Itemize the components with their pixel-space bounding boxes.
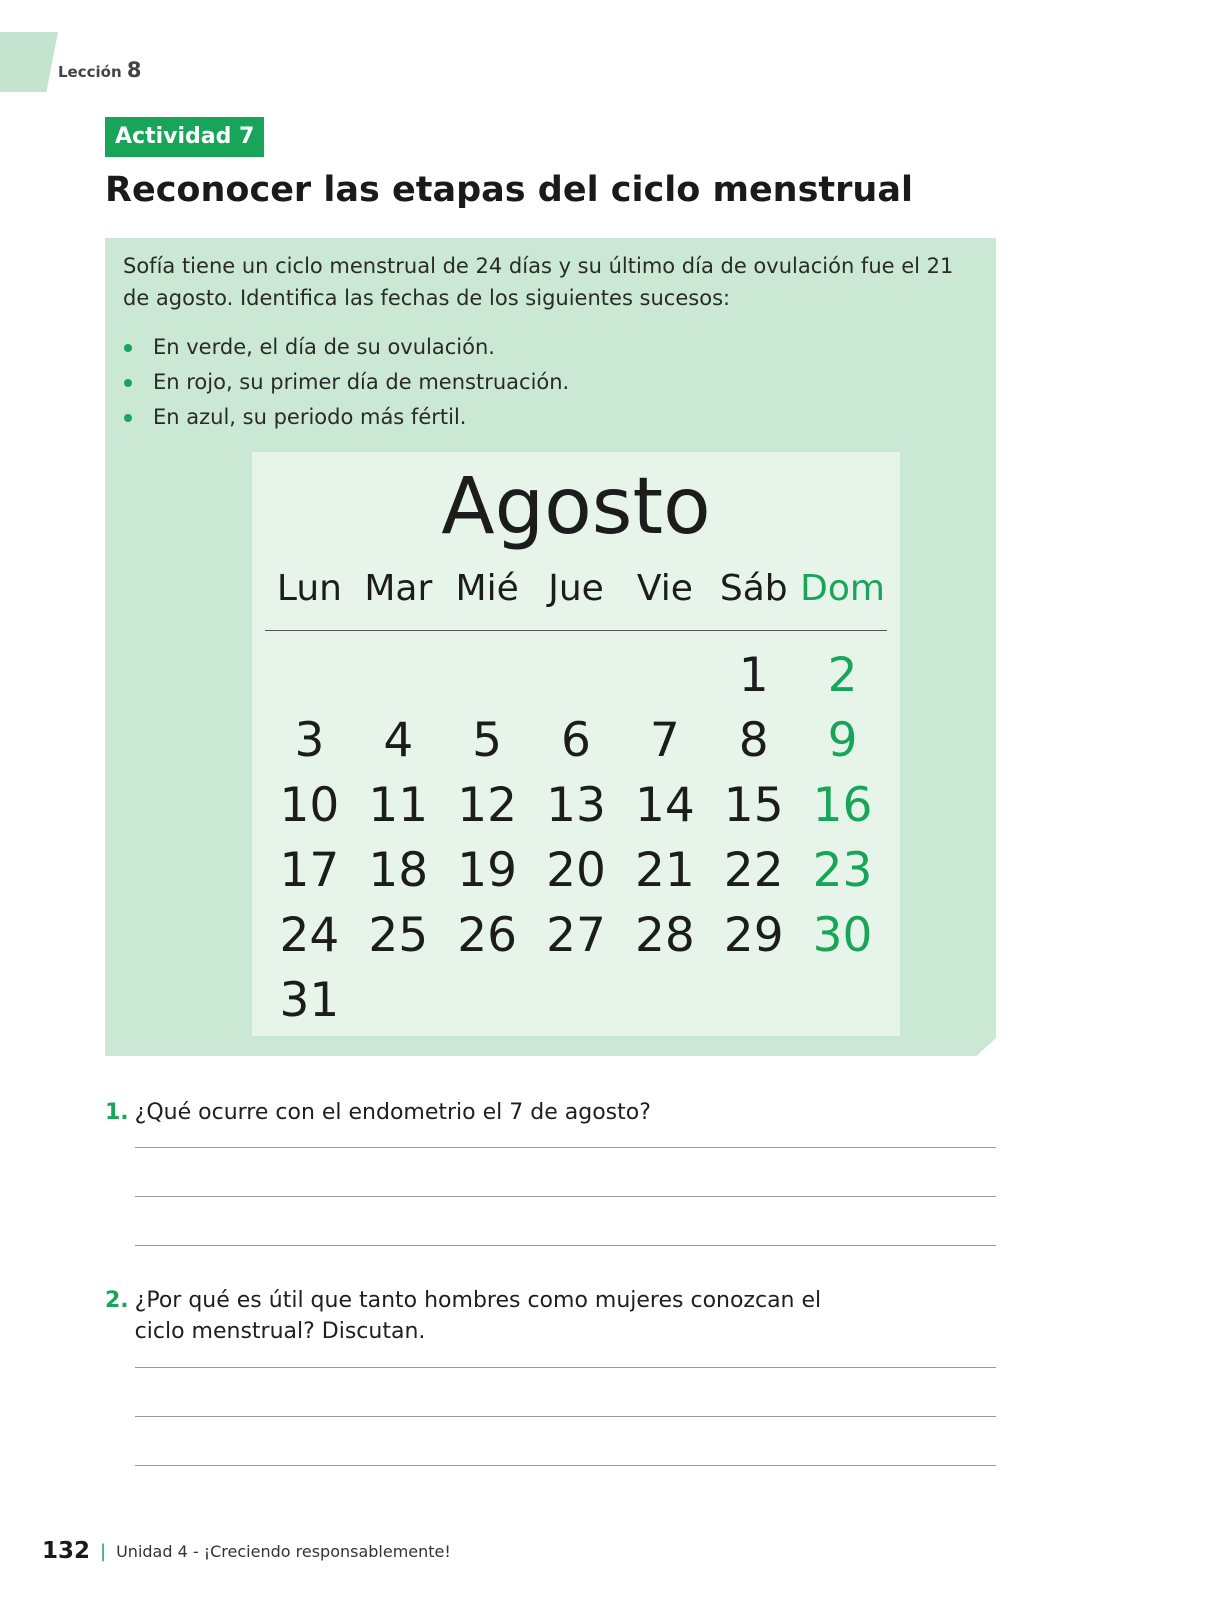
lesson-label: Lección 8 (58, 58, 142, 82)
calendar-day[interactable]: 9 (827, 713, 858, 768)
calendar-day[interactable]: 4 (383, 713, 414, 768)
lesson-tab-shape (0, 32, 58, 92)
calendar-day[interactable]: 31 (279, 973, 340, 1028)
calendar-empty-cell (443, 643, 532, 708)
calendar-month: Agosto (441, 462, 711, 552)
question-2 (105, 1285, 855, 1347)
bullet-icon (124, 379, 132, 387)
calendar-day[interactable]: 19 (457, 843, 518, 898)
calendar-day[interactable]: 24 (279, 908, 340, 963)
answer-line[interactable] (135, 1465, 996, 1466)
weekday-label: Dom (800, 568, 885, 609)
calendar-empty-cell (443, 968, 532, 1033)
weekday-label: Mar (364, 568, 433, 609)
calendar-weekdays (265, 568, 887, 609)
answer-line[interactable] (135, 1245, 996, 1246)
question-number: 2. (105, 1288, 129, 1313)
calendar-day[interactable]: 17 (279, 843, 340, 898)
instruction-list (122, 330, 569, 435)
answer-line[interactable] (135, 1416, 996, 1417)
calendar-day[interactable]: 25 (368, 908, 429, 963)
calendar-day[interactable]: 30 (812, 908, 873, 963)
calendar-day[interactable]: 13 (546, 778, 606, 833)
calendar-empty-cell (709, 968, 798, 1033)
calendar-empty-cell (354, 968, 443, 1033)
bullet-icon (124, 344, 132, 352)
calendar-day[interactable]: 5 (472, 713, 503, 768)
activity-badge: Actividad 7 (105, 117, 264, 157)
calendar-day[interactable]: 12 (457, 778, 518, 833)
calendar-day[interactable]: 15 (723, 778, 784, 833)
calendar-day[interactable]: 2 (827, 648, 858, 703)
calendar-day[interactable]: 26 (457, 908, 518, 963)
page-title: Reconocer las etapas del ciclo menstrual (105, 170, 913, 210)
calendar-day[interactable]: 23 (812, 843, 873, 898)
calendar-day[interactable]: 22 (723, 843, 784, 898)
calendar-day[interactable]: 11 (368, 778, 429, 833)
weekday-label: Jue (548, 568, 604, 609)
calendar-empty-cell (620, 968, 709, 1033)
calendar-day[interactable]: 29 (723, 908, 784, 963)
answer-line[interactable] (135, 1367, 996, 1368)
calendar-day[interactable]: 20 (546, 843, 606, 898)
weekday-label: Sáb (719, 568, 788, 609)
calendar-empty-cell (532, 643, 621, 708)
weekday-label: Lun (276, 568, 342, 609)
weekday-label: Mié (455, 568, 519, 609)
question-text: ¿Por qué es útil que tanto hombres como mujeres conozcan el ciclo menstrual? Discutan. (134, 1288, 822, 1344)
unit-title: Unidad 4 - ¡Creciendo responsablemente! (116, 1541, 451, 1561)
calendar-day[interactable]: 28 (634, 908, 695, 963)
list-item: En verde, el día de su ovulación. (122, 330, 569, 365)
calendar-day[interactable]: 7 (649, 713, 680, 768)
page-number: 132 (42, 1538, 91, 1564)
calendar-day[interactable]: 16 (812, 778, 873, 833)
calendar-day[interactable]: 18 (368, 843, 429, 898)
question-text: ¿Qué ocurre con el endometrio el 7 de agosto? (134, 1100, 651, 1125)
list-item: En azul, su periodo más fértil. (122, 400, 569, 435)
intro-text: Sofía tiene un ciclo menstrual de 24 días y su último día de ovulación fue el 21 de agosto. Identifica las fechas de los siguientes sucesos: (123, 254, 954, 310)
list-item: En rojo, su primer día de menstruación. (122, 365, 569, 400)
calendar-days-grid (265, 643, 887, 1033)
calendar-day[interactable]: 27 (546, 908, 606, 963)
calendar-empty-cell (798, 968, 887, 1033)
calendar-empty-cell (354, 643, 443, 708)
calendar-empty-cell (265, 643, 354, 708)
calendar-day[interactable]: 1 (738, 648, 769, 703)
calendar-day[interactable]: 6 (561, 713, 591, 768)
calendar-day[interactable]: 8 (738, 713, 769, 768)
answer-line[interactable] (135, 1196, 996, 1197)
weekday-label: Vie (636, 568, 693, 609)
lesson-number: 8 (126, 58, 142, 82)
calendar-day[interactable]: 10 (279, 778, 340, 833)
calendar-divider (265, 630, 887, 631)
footer-separator: | (100, 1540, 107, 1562)
question-number: 1. (105, 1100, 129, 1125)
august-calendar (252, 452, 900, 1036)
calendar-day[interactable]: 3 (294, 713, 325, 768)
calendar-empty-cell (532, 968, 621, 1033)
answer-line[interactable] (135, 1147, 996, 1148)
question-1 (105, 1097, 855, 1128)
bullet-icon (124, 414, 132, 422)
calendar-empty-cell (620, 643, 709, 708)
calendar-day[interactable]: 21 (634, 843, 695, 898)
page-footer (42, 1538, 451, 1564)
calendar-day[interactable]: 14 (634, 778, 695, 833)
